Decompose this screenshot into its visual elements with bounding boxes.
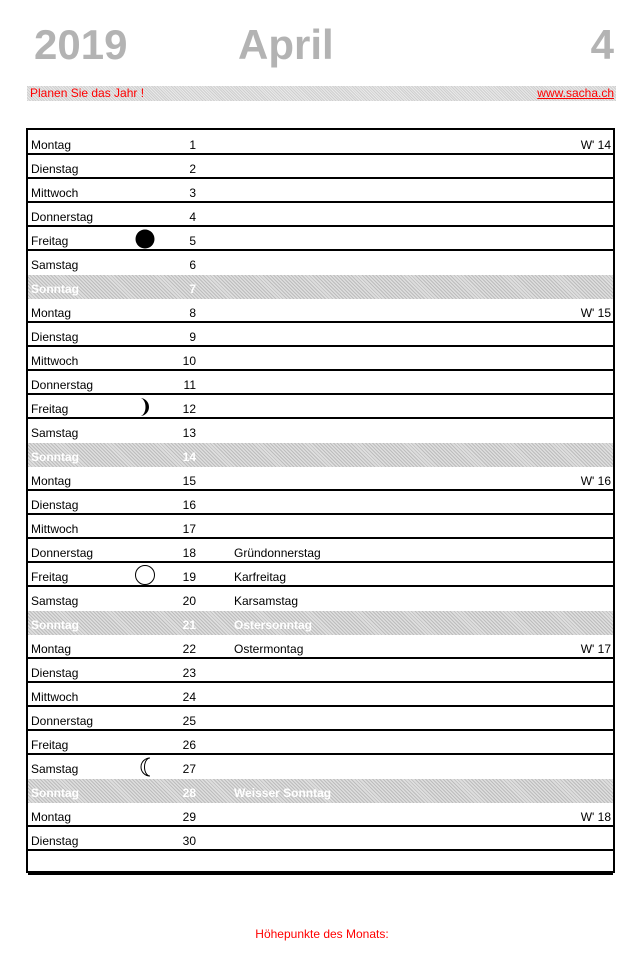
day-number: 1: [189, 138, 196, 152]
day-row: [28, 515, 613, 539]
calendar-table: [26, 128, 615, 873]
day-number: 12: [182, 402, 196, 416]
day-row: [28, 203, 613, 227]
day-number: 23: [182, 666, 196, 680]
first-quarter-icon: [133, 397, 157, 417]
day-row: [28, 683, 613, 707]
sunday-row: [28, 779, 613, 803]
day-name: Montag: [31, 138, 72, 152]
day-row: [28, 323, 613, 347]
day-name: Dienstag: [31, 330, 79, 344]
day-name: Samstag: [31, 426, 79, 440]
day-number: 16: [182, 498, 196, 512]
day-row: [28, 299, 613, 323]
day-row: [28, 731, 613, 755]
day-number: 9: [189, 330, 196, 344]
day-number: 10: [182, 354, 196, 368]
day-number: 22: [182, 642, 196, 656]
day-name: Montag: [31, 642, 72, 656]
day-name: Freitag: [31, 570, 69, 584]
week-number: W' 14: [580, 138, 611, 152]
day-row: [28, 347, 613, 371]
day-row: [28, 155, 613, 179]
day-name: Dienstag: [31, 834, 79, 848]
day-number: 21: [182, 618, 196, 632]
day-name: Freitag: [31, 738, 69, 752]
day-number: 27: [182, 762, 196, 776]
holiday-name: Karsamstag: [234, 594, 299, 608]
day-number: 26: [182, 738, 196, 752]
holiday-name: Weisser Sonntag: [234, 786, 332, 800]
day-name: Sonntag: [31, 282, 79, 296]
day-name: Donnerstag: [31, 546, 94, 560]
day-name: Freitag: [31, 234, 69, 248]
day-name: Donnerstag: [31, 210, 94, 224]
month-title: April: [238, 21, 334, 68]
day-number: 2: [189, 162, 196, 176]
day-name: Mittwoch: [31, 522, 79, 536]
sunday-row: [28, 443, 613, 467]
holiday-name: Karfreitag: [234, 570, 287, 584]
sunday-row: [28, 275, 613, 299]
day-name: Montag: [31, 474, 72, 488]
day-row: [28, 227, 613, 251]
day-row: [28, 251, 613, 275]
day-name: Samstag: [31, 258, 79, 272]
day-row: [28, 827, 613, 851]
day-name: Donnerstag: [31, 378, 94, 392]
last-quarter-icon: [133, 757, 157, 777]
highlights-label: Höhepunkte des Monats:: [255, 927, 389, 941]
day-number: 14: [182, 450, 196, 464]
full-moon-icon: [133, 565, 157, 585]
day-row: [28, 635, 613, 659]
week-number: W' 15: [580, 306, 611, 320]
day-row: [28, 563, 613, 587]
week-number: W' 18: [580, 810, 611, 824]
day-number: 7: [189, 282, 196, 296]
day-row: [28, 491, 613, 515]
slogan-text: Planen Sie das Jahr !: [30, 86, 145, 100]
day-row: [28, 467, 613, 491]
day-number: 3: [189, 186, 196, 200]
day-number: 5: [189, 234, 196, 248]
day-row: [28, 707, 613, 731]
day-name: Donnerstag: [31, 714, 94, 728]
day-name: Mittwoch: [31, 690, 79, 704]
day-number: 4: [189, 210, 196, 224]
holiday-name: Ostersonntag: [234, 618, 313, 632]
day-name: Mittwoch: [31, 186, 79, 200]
holiday-name: Gründonnerstag: [234, 546, 321, 560]
day-row: [28, 131, 613, 155]
day-name: Samstag: [31, 594, 79, 608]
day-number: 8: [189, 306, 196, 320]
new-moon-icon: [133, 229, 157, 249]
sunday-row: [28, 611, 613, 635]
day-row: [28, 803, 613, 827]
day-number: 20: [182, 594, 196, 608]
day-row: [28, 179, 613, 203]
day-name: Freitag: [31, 402, 69, 416]
day-row: [28, 755, 613, 779]
day-name: Montag: [31, 306, 72, 320]
day-number: 18: [182, 546, 196, 560]
day-number: 24: [182, 690, 196, 704]
day-name: Sonntag: [31, 450, 79, 464]
month-number: 4: [590, 21, 614, 68]
day-number: 17: [182, 522, 196, 536]
day-number: 15: [182, 474, 196, 488]
day-name: Sonntag: [31, 786, 79, 800]
empty-row: [28, 851, 613, 875]
day-number: 13: [182, 426, 196, 440]
day-name: Sonntag: [31, 618, 79, 632]
day-number: 19: [182, 570, 196, 584]
website-link[interactable]: www.sacha.ch: [537, 86, 614, 100]
slogan-banner: [27, 86, 616, 101]
day-number: 30: [182, 834, 196, 848]
day-number: 29: [182, 810, 196, 824]
day-row: [28, 539, 613, 563]
day-row: [28, 395, 613, 419]
day-number: 11: [183, 378, 196, 392]
day-number: 28: [182, 786, 196, 800]
day-number: 6: [189, 258, 196, 272]
day-name: Montag: [31, 810, 72, 824]
day-row: [28, 587, 613, 611]
day-name: Dienstag: [31, 162, 79, 176]
day-name: Dienstag: [31, 498, 79, 512]
day-name: Dienstag: [31, 666, 79, 680]
day-row: [28, 659, 613, 683]
day-row: [28, 419, 613, 443]
week-number: W' 16: [580, 474, 611, 488]
year-title: 2019: [34, 21, 128, 68]
week-number: W' 17: [580, 642, 611, 656]
day-name: Samstag: [31, 762, 79, 776]
day-number: 25: [182, 714, 196, 728]
day-row: [28, 371, 613, 395]
day-name: Mittwoch: [31, 354, 79, 368]
holiday-name: Ostermontag: [234, 642, 304, 656]
